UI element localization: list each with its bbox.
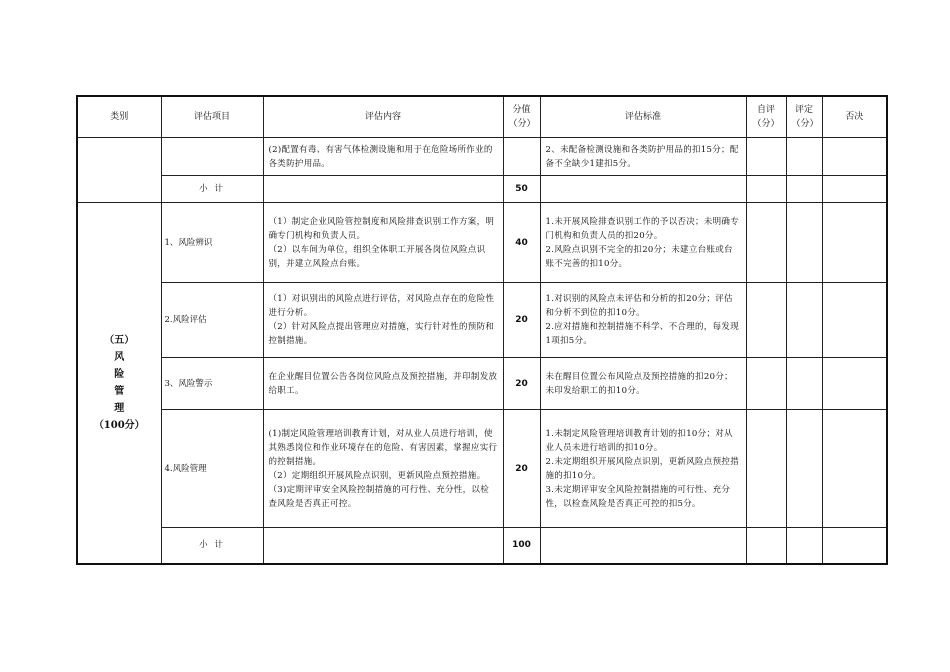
content-line: （1）对识别出的风险点进行评估，对风险点存在的危险性进行分析。 bbox=[268, 294, 495, 318]
standard-cell bbox=[540, 283, 746, 358]
score-cell: 20 bbox=[503, 358, 540, 410]
table-row bbox=[77, 410, 887, 528]
category-line: 险 bbox=[114, 368, 125, 380]
content-line: （2）以车间为单位，组织全体职工开展各岗位风险点识别，并建立风险点台账。 bbox=[268, 244, 486, 269]
standard-cell bbox=[540, 410, 746, 528]
standard-line: 未在醒目位置公布风险点及预控措施的扣20分；未印发给职工的扣10分。 bbox=[545, 371, 733, 396]
header-self bbox=[746, 96, 786, 138]
content-line: (1)制定风险管理培训教育计划，对从业人员进行培训，使其熟悉岗位和作业环境存在的危险、有害因素，掌握应实行的控制措施。 bbox=[268, 428, 498, 467]
category-line: （五） bbox=[104, 334, 135, 346]
standard-cell: 2、未配备检测设施和各类防护用品的扣15分；配备不全缺少1建扣5分。 bbox=[540, 138, 746, 176]
standard-line: 1.未开展风险排查识别工作的予以否决；未明确专门机构和负责人员的扣20分。 bbox=[545, 216, 740, 241]
content-line: （3)定期评审安全风险控制措施的可行性、充分性，以检查风险是否真正可控。 bbox=[268, 484, 490, 509]
table-row bbox=[77, 138, 887, 176]
header-score-line2: （分） bbox=[508, 119, 536, 129]
veto-cell bbox=[822, 138, 887, 176]
table-row bbox=[77, 203, 887, 283]
content-cell bbox=[263, 176, 503, 203]
standard-line: 2.未定期组织开展风险点识别，更新风险点预控措施的扣10分。 bbox=[545, 456, 740, 481]
item-name: 3、风险警示 bbox=[161, 358, 263, 410]
standard-cell bbox=[540, 176, 746, 203]
evaluation-sheet bbox=[76, 95, 886, 565]
header-rated-line1: 评定 bbox=[794, 105, 813, 115]
rated-score-cell bbox=[786, 528, 822, 564]
rated-score-cell bbox=[786, 176, 822, 203]
category-cell bbox=[77, 203, 161, 564]
category-line: （100分） bbox=[93, 419, 145, 431]
subtotal-label: 小 计 bbox=[161, 528, 263, 564]
veto-cell bbox=[822, 528, 887, 564]
header-veto: 否决 bbox=[822, 96, 887, 138]
item-name: 1、风险辨识 bbox=[161, 203, 263, 283]
self-score-cell bbox=[746, 138, 786, 176]
standard-cell bbox=[540, 358, 746, 410]
self-score-cell bbox=[746, 283, 786, 358]
header-score-line1: 分值 bbox=[512, 105, 531, 115]
standard-line: 2.应对措施和控制措施不科学、不合理的，每发现1项扣5分。 bbox=[545, 322, 740, 346]
subtotal-row bbox=[77, 528, 887, 564]
header-rated bbox=[786, 96, 822, 138]
header-category: 类别 bbox=[77, 96, 161, 138]
content-line: （1）制定企业风险管控制度和风险排查识别工作方案，明确专门机构和负责人员。 bbox=[268, 216, 495, 241]
rated-score-cell bbox=[786, 203, 822, 283]
header-standard: 评估标准 bbox=[540, 96, 746, 138]
score-cell: 40 bbox=[503, 203, 540, 283]
empty-category-cell bbox=[77, 138, 161, 203]
table-row bbox=[77, 358, 887, 410]
self-score-cell bbox=[746, 410, 786, 528]
item-name: 2.风险评估 bbox=[161, 283, 263, 358]
veto-cell bbox=[822, 203, 887, 283]
standard-cell bbox=[540, 528, 746, 564]
standard-line: 2.风险点识别不完全的扣20分；未建立台账或台账不完善的扣10分。 bbox=[545, 244, 733, 269]
score-cell: 20 bbox=[503, 410, 540, 528]
standard-line: 3.未定期评审安全风险控制措施的可行性、充分性，以检查风险是否真正可控的扣5分。 bbox=[545, 484, 731, 509]
content-cell bbox=[263, 203, 503, 283]
subtotal-score: 50 bbox=[503, 176, 540, 203]
standard-line: 1.对识别的风险点未评估和分析的扣20分；评估和分析不到位的扣10分。 bbox=[545, 294, 733, 318]
content-line: （2）针对风险点提出管理应对措施，实行针对性的预防和控制措施。 bbox=[268, 322, 495, 346]
self-score-cell bbox=[746, 176, 786, 203]
empty-item-cell bbox=[161, 138, 263, 176]
rated-score-cell bbox=[786, 410, 822, 528]
content-line: （2）定期组织开展风险点识别，更新风险点预控措施。 bbox=[268, 470, 486, 481]
content-cell: (2)配置有毒、有害气体检测设施和用于在危险场所作业的各类防护用品。 bbox=[263, 138, 503, 176]
header-row bbox=[77, 96, 887, 138]
category-line: 管 bbox=[114, 385, 125, 397]
veto-cell bbox=[822, 410, 887, 528]
content-cell bbox=[263, 410, 503, 528]
content-cell bbox=[263, 528, 503, 564]
score-cell bbox=[503, 138, 540, 176]
evaluation-table bbox=[76, 95, 888, 565]
content-cell bbox=[263, 358, 503, 410]
score-cell: 20 bbox=[503, 283, 540, 358]
header-self-line1: 自评 bbox=[756, 105, 775, 115]
standard-line: 1.未制定风险管理培训教育计划的扣10分；对从业人员未进行培训的扣10分。 bbox=[545, 428, 733, 453]
header-score bbox=[503, 96, 540, 138]
content-line: 在企业醒目位置公告各岗位风险点及预控措施，并印制发放给职工。 bbox=[268, 371, 498, 396]
self-score-cell bbox=[746, 358, 786, 410]
rated-score-cell bbox=[786, 138, 822, 176]
header-self-line2: （分） bbox=[752, 119, 780, 129]
veto-cell bbox=[822, 176, 887, 203]
subtotal-row bbox=[77, 176, 887, 203]
table-row bbox=[77, 283, 887, 358]
veto-cell bbox=[822, 358, 887, 410]
self-score-cell bbox=[746, 528, 786, 564]
category-line: 风 bbox=[114, 351, 125, 363]
rated-score-cell bbox=[786, 358, 822, 410]
content-cell bbox=[263, 283, 503, 358]
veto-cell bbox=[822, 283, 887, 358]
header-item: 评估项目 bbox=[161, 96, 263, 138]
subtotal-label: 小 计 bbox=[161, 176, 263, 203]
self-score-cell bbox=[746, 203, 786, 283]
rated-score-cell bbox=[786, 283, 822, 358]
standard-cell bbox=[540, 203, 746, 283]
header-rated-line2: （分） bbox=[791, 119, 819, 129]
subtotal-score: 100 bbox=[503, 528, 540, 564]
item-name: 4.风险管理 bbox=[161, 410, 263, 528]
header-content: 评估内容 bbox=[263, 96, 503, 138]
category-line: 理 bbox=[114, 402, 125, 414]
